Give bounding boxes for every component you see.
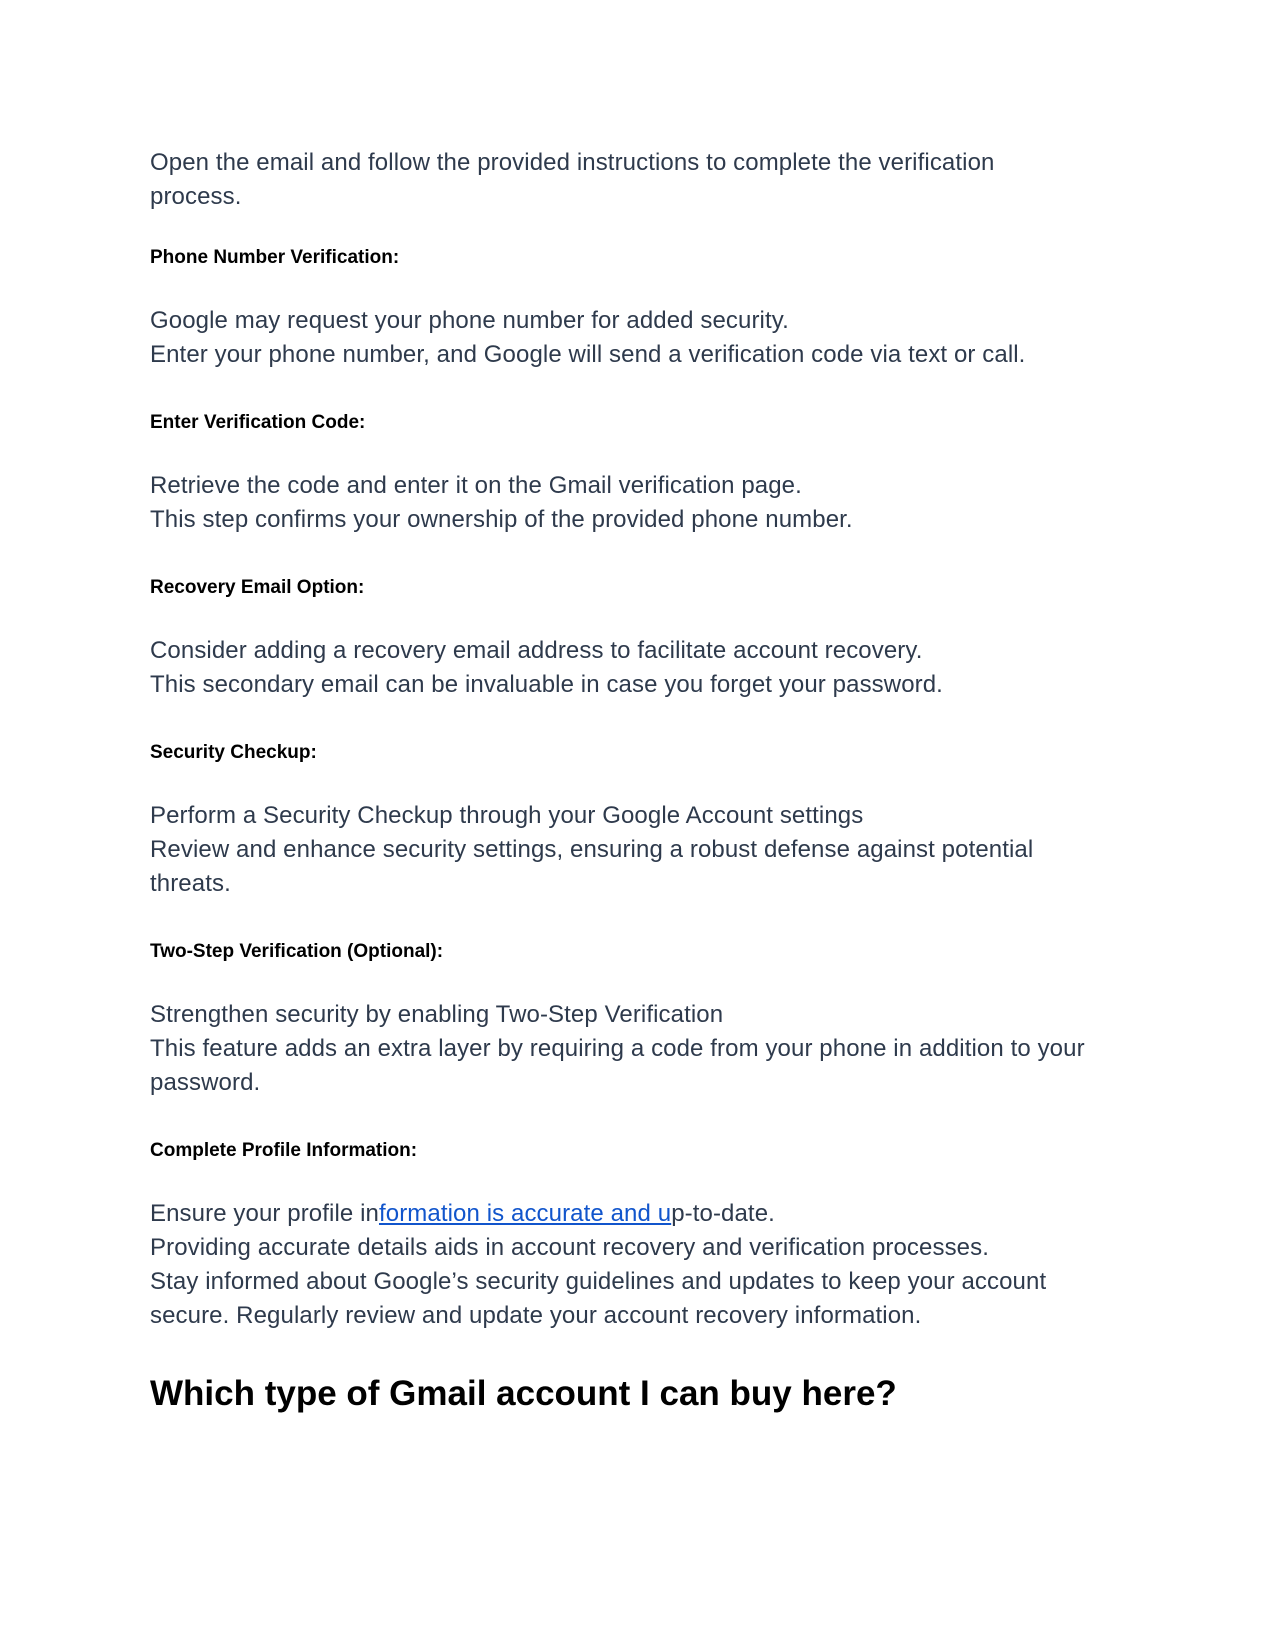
text-line: threats. (150, 870, 231, 897)
heading-two-step-verification: Two-Step Verification (Optional): (150, 941, 444, 962)
heading-recovery-email-option: Recovery Email Option: (150, 577, 365, 598)
text-line: password. (150, 1069, 261, 1096)
text-line: Perform a Security Checkup through your Google Account settings (150, 802, 864, 829)
text-line: Google may request your phone number for added security. (150, 307, 789, 334)
paragraph-two-step-verification (150, 998, 1125, 1100)
heading-enter-verification-code: Enter Verification Code: (150, 412, 366, 433)
heading-complete-profile-information: Complete Profile Information: (150, 1140, 418, 1161)
text-line: Strengthen security by enabling Two-Step Verification (150, 1001, 724, 1028)
intro-paragraph (150, 146, 1125, 214)
intro-line-2: process. (150, 183, 242, 210)
text-line: This step confirms your ownership of the provided phone number. (150, 506, 853, 533)
section-heading: Which type of Gmail account I can buy here? (150, 1374, 897, 1413)
heading-phone-number-verification: Phone Number Verification: (150, 247, 400, 268)
text-line: Consider adding a recovery email address to facilitate account recovery. (150, 637, 923, 664)
text-line: Providing accurate details aids in account recovery and verification processes. (150, 1234, 989, 1261)
intro-line-1: Open the email and follow the provided instructions to complete the verification (150, 149, 995, 176)
text-line: This feature adds an extra layer by requiring a code from your phone in addition to your (150, 1035, 1085, 1062)
text-line: secure. Regularly review and update your account recovery information. (150, 1302, 922, 1329)
text-line: Stay informed about Google’s security guidelines and updates to keep your account (150, 1268, 1047, 1295)
paragraph-complete-profile-information (150, 1197, 1125, 1333)
text-line: Enter your phone number, and Google will send a verification code via text or call. (150, 341, 1026, 368)
text-line: Review and enhance security settings, ensuring a robust defense against potential (150, 836, 1034, 863)
text-before-link: Ensure your profile in (150, 1200, 379, 1227)
paragraph-enter-verification-code (150, 469, 1125, 537)
text-line: Retrieve the code and enter it on the Gmail verification page. (150, 472, 802, 499)
paragraph-phone-number-verification (150, 304, 1125, 372)
heading-security-checkup: Security Checkup: (150, 742, 317, 763)
paragraph-security-checkup (150, 799, 1125, 901)
profile-info-link[interactable]: formation is accurate and u (378, 1200, 672, 1227)
paragraph-recovery-email-option (150, 634, 1125, 702)
text-line: This secondary email can be invaluable in case you forget your password. (150, 671, 943, 698)
text-line-with-link (150, 1197, 1125, 1231)
text-after-link: p-to-date. (671, 1200, 775, 1227)
